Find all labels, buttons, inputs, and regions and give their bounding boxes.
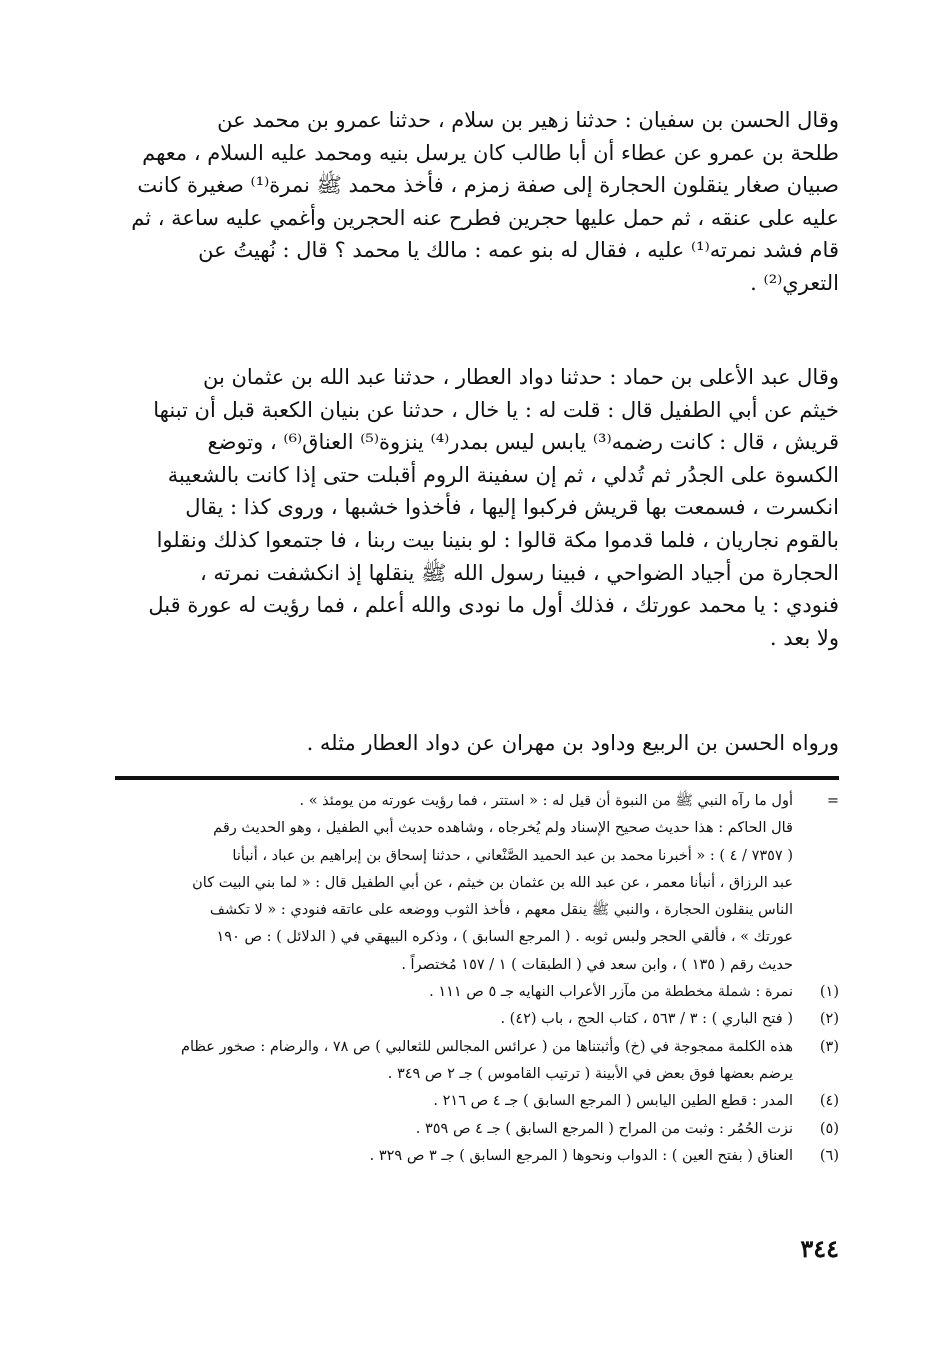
- footnote-separator: [115, 776, 839, 780]
- footnote-number: [793, 952, 839, 979]
- footnote-text: عبد الرزاق ، أنبأنا معمر ، عن عبد الله بن عثمان بن خيثم ، عن أبي الطفيل قال : « لما بني البيت كان: [192, 874, 793, 891]
- footnote-number: (٦): [819, 1147, 839, 1164]
- footnote-line: [100, 1116, 839, 1143]
- footnote-line: [100, 979, 839, 1006]
- footnote-text: ( فتح الباري ) : ٣ / ٥٦٣ ، كتاب الحج ، باب (٤٢) .: [500, 1011, 793, 1028]
- text-line: التعري⁽²⁾ .: [750, 270, 839, 295]
- footnote-number: [793, 1061, 839, 1088]
- footnote-line: [100, 924, 839, 951]
- footnote-text: حديث رقم ( ١٣٥ ) ، وابن سعد في ( الطبقات ) ١ / ١٥٧ مُختصراً .: [401, 956, 793, 973]
- footnote-number: (٥): [819, 1120, 839, 1137]
- text-line: طلحة بن عمرو عن عطاء أن أبا طالب كان يرسل بنيه ومحمد عليه السلام ، معهم: [142, 140, 839, 165]
- footnote-text: الناس ينقلون الحجارة ، والنبي ﷺ ينقل معهم ، فأخذ الثوب ووضعه على عاتقه فنودي : « لا تكشف: [209, 902, 793, 919]
- footnote-number: [793, 897, 839, 924]
- text-line: فنودي : يا محمد عورتك ، فذلك أول ما نودى والله أعلم ، فما رؤيت له عورة قبل: [148, 593, 839, 618]
- footnote-line: [100, 788, 839, 815]
- footnote-text: هذه الكلمة ممجوجة في (خ) وأثبتناها من ( عرائس المجالس للثعالبي ) ص ٧٨ ، والرضام : صخور عظام: [181, 1038, 793, 1055]
- text-line: وقال عبد الأعلى بن حماد : حدثنا دواد العطار ، حدثنا عبد الله بن عثمان بن: [202, 365, 839, 389]
- footnote-line: [100, 1034, 839, 1061]
- paragraph-1: [100, 104, 839, 300]
- text-line: الكسوة على الجدُر ثم تُدلي ، ثم إن سفينة الروم أقبلت حتى إذا كانت بالشعيبة: [167, 462, 839, 487]
- footnote-text: عورتك » ، فألقي الحجر ولبس ثوبه . ( المرجع السابق ) ، وذكره البيهقي في ( الدلائل ) : ص ١٩٠: [216, 929, 793, 946]
- footnote-text: قال الحاكم : هذا حديث صحيح الإسناد ولم يُخرجاه ، وشاهده حديث أبي الطفيل ، وهو الحديث رقم: [213, 820, 793, 837]
- footnote-number: (٢): [819, 1011, 839, 1028]
- text-line: صبيان صغار ينقلون الحجارة إلى صفة زمزم ، فأخذ محمد ﷺ نمرة⁽¹⁾ صغيرة كانت: [137, 173, 839, 198]
- text-line: خيثم عن أبي الطفيل قال : قلت له : يا خال ، حدثنا عن بنيان الكعبة قبل أن تبنها: [153, 397, 839, 422]
- text-line: بالقوم نجاريان ، فلما قدموا مكة قالوا : لو بنينا بيت ربنا ، فا جتمعوا كذلك ونقلوا: [156, 527, 839, 552]
- footnote-line: [100, 1061, 839, 1088]
- footnote-line: [100, 1006, 839, 1033]
- footnote-line: [100, 815, 839, 842]
- footnote-line: [100, 1088, 839, 1115]
- footnote-line: [100, 843, 839, 870]
- footnote-number: [793, 843, 839, 870]
- footnote-number: [793, 924, 839, 951]
- footnote-line: [100, 870, 839, 897]
- footnote-line: [100, 952, 839, 979]
- footnote-line: [100, 1143, 839, 1170]
- text-line: الحجارة من أجياد الضواحي ، فبينا رسول الله ﷺ ينقلها إذ انكشفت نمرته ،: [199, 560, 839, 585]
- page-number: ٣٤٤: [800, 1234, 839, 1263]
- text-line: وقال الحسن بن سفيان : حدثنا زهير بن سلام ، حدثنا عمرو بن محمد عن: [217, 108, 839, 132]
- footnote-text: العناق ( بفتح العين ) : الدواب ونحوها ( المرجع السابق ) جـ ٣ ص ٣٢٩ .: [369, 1147, 793, 1164]
- footnote-number: [793, 870, 839, 897]
- footnote-number: [793, 815, 839, 842]
- footnote-text: المدر : قطع الطين اليابس ( المرجع السابق ) جـ ٤ ص ٢١٦ .: [433, 1093, 793, 1110]
- footnote-text: ( ٧٣٥٧ / ٤ ) : « أخبرنا محمد بن عبد الحميد الصَّنْعاني ، حدثنا إسحاق بن إبراهيم بن عباد ، أنبأنا: [232, 847, 793, 864]
- footnote-line: [100, 897, 839, 924]
- footnote-text: نمرة : شملة مخططة من مآزر الأعراب النهايه جـ ٥ ص ١١١ .: [429, 984, 793, 1001]
- footnote-text: يرضم بعضها فوق بعض في الأبينة ( ترتيب القاموس ) جـ ٢ ص ٣٤٩ .: [387, 1065, 793, 1082]
- footnote-text: نزت الحُمُر : وثبت من المراح ( المرجع السابق ) جـ ٤ ص ٣٥٩ .: [415, 1120, 793, 1137]
- text-line: ولا بعد .: [769, 625, 839, 650]
- footnote-number: (٤): [819, 1093, 839, 1110]
- text-line: انكسرت ، فسمعت بها قريش فركبوا إليها ، فأخذوا خشبها ، وروى كذا : يقال: [185, 495, 839, 520]
- text-line: قام فشد نمرته⁽¹⁾ عليه ، فقال له بنو عمه : مالك يا محمد ؟ قال : نُهيتُ عن: [198, 238, 839, 263]
- footnote-number: (١): [819, 984, 839, 1001]
- footnote-number: (٣): [819, 1038, 839, 1055]
- text-line: عليه على عنقه ، ثم حمل عليها حجرين فطرح عنه الحجرين وأغمي عليه ساعة ، ثم: [131, 205, 839, 230]
- footnotes: [100, 788, 839, 1170]
- footnote-number: =: [826, 793, 839, 809]
- paragraph-2: [100, 361, 839, 654]
- footnote-text: أول ما رآه النبي ﷺ من النبوة أن قيل له : « استتر ، فما رؤيت عورته من يومئذ » .: [299, 793, 793, 809]
- text-line: قريش ، قال : كانت رضمه⁽³⁾ يابس ليس بمدر⁽⁴⁾ ينزوة⁽⁵⁾ العناق⁽⁶⁾ ، وتوضع: [207, 430, 839, 455]
- paragraph-3: [220, 727, 839, 760]
- text-line: ورواه الحسن بن الربيع وداود بن مهران عن دواد العطار مثله .: [306, 731, 839, 755]
